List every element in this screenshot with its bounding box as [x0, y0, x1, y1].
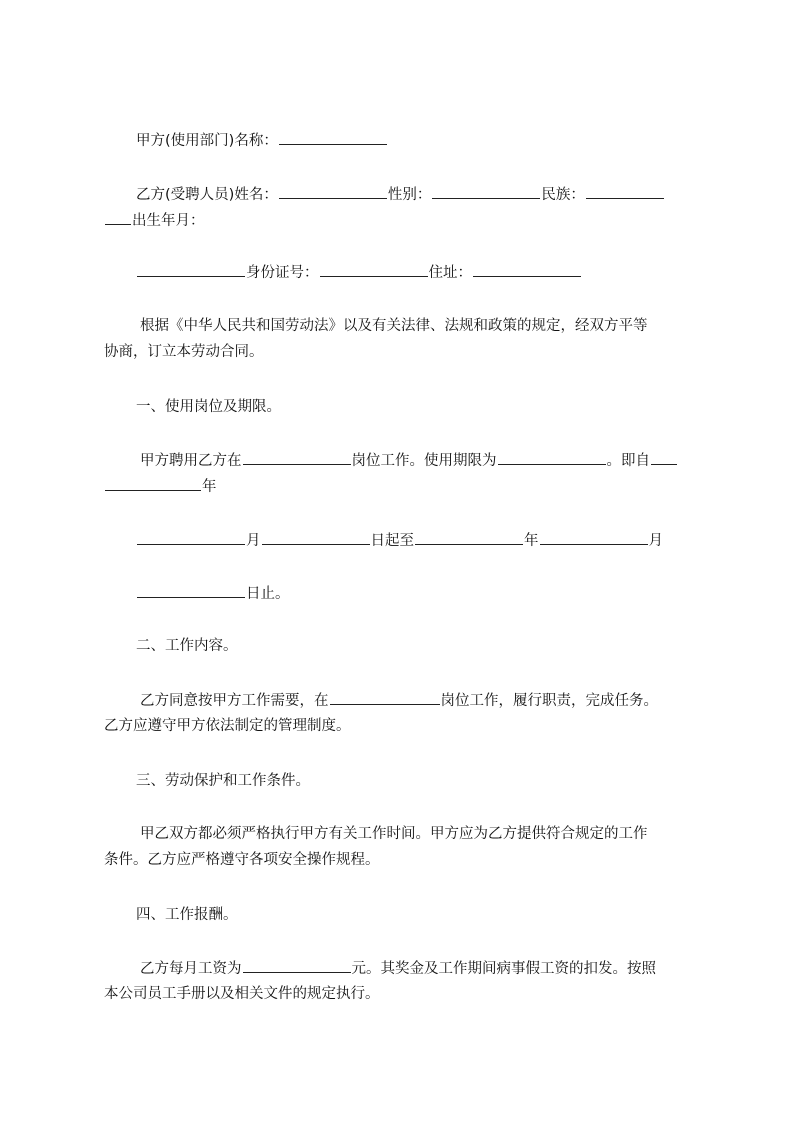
section1-line-2 [0, 474, 793, 498]
section4-part1: 乙方每月工资为 [140, 961, 242, 977]
start-day-blank[interactable] [262, 528, 370, 545]
gender-blank[interactable] [432, 182, 540, 199]
section1-part2: 岗位工作。使用期限为 [351, 453, 497, 469]
preamble-text-2: 协商，订立本劳动合同。 [104, 344, 264, 360]
ethnicity-blank-cont[interactable] [105, 208, 131, 225]
section3-text-2: 条件。乙方应严格遵守各项安全操作规程。 [104, 852, 380, 868]
section3-line-2 [0, 848, 793, 872]
id-label: 身份证号： [246, 265, 319, 281]
party-b-name-blank[interactable] [279, 182, 387, 199]
preamble-text-1: 根据《中华人民共和国劳动法》以及有关法律、法规和政策的规定，经双方平等 [140, 318, 648, 334]
section2-part1: 乙方同意按甲方工作需要，在 [140, 693, 329, 709]
end-year-blank[interactable] [415, 528, 523, 545]
section2-part2: 岗位工作，履行职责，完成任务。 [440, 693, 658, 709]
section1-part1: 甲方聘用乙方在 [140, 453, 242, 469]
start-year-blank-a[interactable] [651, 448, 677, 465]
section2-line-2 [0, 714, 793, 738]
section3-text-1: 甲乙双方都必须严格执行甲方有关工作时间。甲方应为乙方提供符合规定的工作 [140, 826, 648, 842]
section1-line-4 [0, 581, 793, 605]
section3-line-1 [0, 822, 793, 846]
year-2-label: 年 [524, 533, 539, 549]
section1-line-3 [0, 528, 793, 552]
section4-line-1 [0, 956, 793, 980]
address-blank[interactable] [473, 260, 581, 277]
salary-blank[interactable] [243, 956, 351, 973]
section1-title [0, 395, 793, 419]
day-from-label: 日起至 [370, 533, 414, 549]
work-position-blank[interactable] [330, 688, 440, 705]
end-day-blank[interactable] [137, 581, 245, 598]
ethnicity-label: 民族： [541, 187, 585, 203]
start-month-blank[interactable] [137, 528, 245, 545]
start-year-blank-b[interactable] [105, 474, 201, 491]
section4-text-2: 本公司员工手册以及相关文件的规定执行。 [104, 986, 380, 1002]
month-1-label: 月 [246, 533, 261, 549]
party-b-line-2 [0, 208, 793, 232]
party-a-line [0, 128, 793, 152]
birth-blank[interactable] [137, 260, 245, 277]
section1-part3: 。即自 [606, 453, 650, 469]
ethnicity-blank[interactable] [586, 182, 664, 199]
section3-title-text: 三、劳动保护和工作条件。 [136, 773, 310, 789]
section4-title [0, 903, 793, 927]
section2-line-1 [0, 688, 793, 712]
end-month-blank[interactable] [540, 528, 648, 545]
section2-title-text: 二、工作内容。 [136, 638, 238, 654]
section4-part2: 元。其奖金及工作期间病事假工资的扣发。按照 [351, 961, 656, 977]
party-b-line-3 [0, 260, 793, 284]
id-blank[interactable] [320, 260, 428, 277]
address-label: 住址： [428, 265, 472, 281]
party-b-name-label: 乙方(受聘人员)姓名： [136, 187, 278, 203]
section3-title [0, 769, 793, 793]
section2-text-2: 乙方应遵守甲方依法制定的管理制度。 [104, 718, 351, 734]
preamble-line-1 [0, 314, 793, 338]
month-2-label: 月 [648, 533, 663, 549]
party-a-label: 甲方(使用部门)名称： [136, 133, 278, 149]
gender-label: 性别： [387, 187, 432, 203]
position-blank[interactable] [243, 448, 351, 465]
year-1-label: 年 [202, 479, 217, 495]
section1-title-text: 一、使用岗位及期限。 [136, 399, 281, 415]
term-blank[interactable] [498, 448, 606, 465]
day-end-label: 日止。 [246, 586, 290, 602]
birth-label: 出生年月： [132, 213, 205, 229]
section1-line-1 [0, 448, 793, 472]
section2-title [0, 634, 793, 658]
section4-title-text: 四、工作报酬。 [136, 907, 238, 923]
party-a-name-blank[interactable] [279, 128, 387, 145]
preamble-line-2 [0, 340, 793, 364]
party-b-line-1 [0, 182, 793, 206]
section4-line-2 [0, 982, 793, 1006]
